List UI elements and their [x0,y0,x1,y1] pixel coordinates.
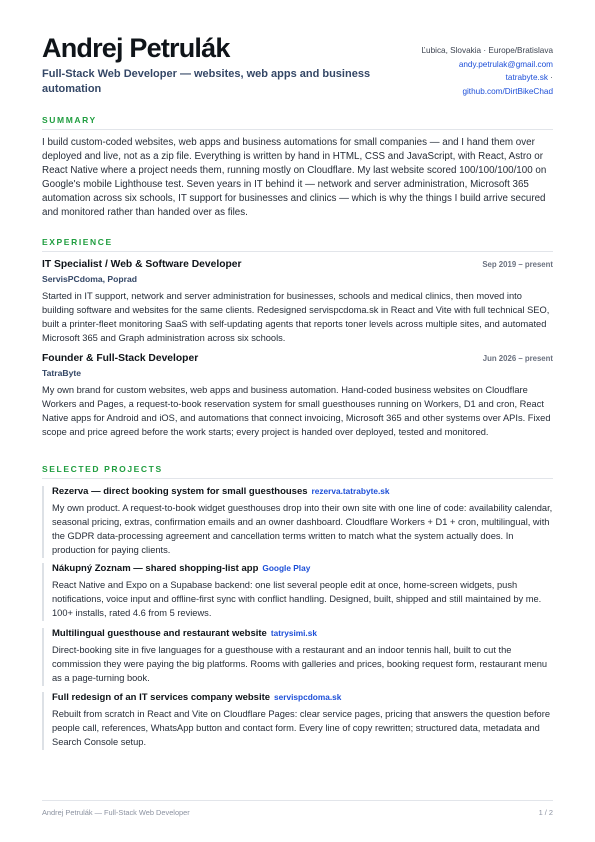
project-title: Full redesign of an IT services company website [52,692,271,703]
summary-heading: SUMMARY [42,115,97,125]
project-description: My own product. A request-to-book widget guesthouses drop into their own site with one line of code: availability calendar, seasonal pricing, extras, confirmation emails and an owner dashboard. Cloudflare Workers + D1 + cron, multilingual, with the GDPR data-processing agreement and cancellation terms written to match what the system actually does. In production for paying clients. [52,503,553,555]
contact-block [353,44,553,98]
project-title: Nákupný Zoznam — shared shopping-list app [52,563,259,574]
summary-text: I build custom-coded websites, web apps and business automations for small companies — and I hand them over deployed and live, not as a zip file. Everything is written by hand in HTML, CSS and JavaScript, with React, Astro or React Native where a project needs them, running mostly on Cloudflare. My last website scored 100/100/100/100 on Google's mobile Lighthouse test. Seven years in IT behind it — network and server administration, Microsoft 365 automation across six schools, IT support for businesses and clinics — which is why the things I build arrive secured and monitored rather than handed over as files. [42,137,547,219]
job-description: My own brand for custom websites, web apps and business automation. Hand-coded business websites on Cloudflare Workers and Pages, a request-to-book reservation system for small guesthouses running on Workers, D1 and cron, React Native apps for Android and iOS, and automations that connect invoicing, Microsoft 365 and other systems over APIs. Fixed scope and price agreed before the work starts; every project is handed over deployed, tested and monitored. [42,385,551,437]
projects-divider [42,478,553,479]
project-entry [52,486,553,558]
contact-separator: · [547,73,553,83]
resume-page [42,0,553,842]
project-entry [52,563,553,621]
project-link[interactable]: servispcdoma.sk [274,692,342,702]
project-title: Multilingual guesthouse and restaurant website [52,628,267,639]
project-link[interactable]: tatrysimi.sk [270,628,317,638]
projects-heading: SELECTED PROJECTS [42,464,163,474]
project-description: Direct-booking site in five languages for a guesthouse with a restaurant and an indoor tennis hall, built to cut the commission they were paying the big platforms. Rooms with galleries and prices, booking request form, restaurant menu as a page-turning book. [52,645,548,683]
email-link[interactable]: andy.petrulak@gmail.com [458,59,553,69]
project-entry [52,692,553,750]
project-entry [52,628,553,686]
project-link[interactable]: rezerva.tatrabyte.sk [311,486,390,496]
candidate-tagline: Full-Stack Web Developer — websites, web apps and business automation [42,68,371,95]
footer-text: Andrej Petrulák — Full-Stack Web Developer [42,808,190,817]
footer-divider [42,800,553,801]
project-description: Rebuilt from scratch in React and Vite on Cloudflare Pages: clear service pages, pricing that answers the question before people call, references, WhatsApp button and contact form. Every line of copy rewritten; structured data, metadata and Search Console setup. [52,709,550,747]
github-link[interactable]: github.com/DirtBikeChad [462,86,553,96]
job-date: Jun 2026 – present [482,354,553,363]
job-entry [42,259,553,346]
job-company: ServisPCdoma, Poprad [42,274,138,284]
page-number: 1 / 2 [538,808,553,817]
experience-heading: EXPERIENCE [42,237,113,247]
job-title: IT Specialist / Web & Software Developer [42,259,242,270]
job-title: Founder & Full-Stack Developer [42,353,199,364]
job-description: Started in IT support, network and server administration for businesses, schools and medical clinics, then moved into building software and websites for the same clients. Redesigned servispcdoma.sk in React and Vite with full technical SEO, built a printer-fleet monitoring SaaS with self-updating agents that reports toner levels across multiple sites, and automated Microsoft 365 and Graph administration across six schools. [42,291,550,343]
job-company: TatraByte [42,368,82,378]
location-text: Ľubica, Slovakia · Europe/Bratislava [421,46,553,55]
summary-divider [42,129,553,130]
job-entry [42,353,553,440]
project-link[interactable]: Google Play [262,563,311,573]
project-title: Rezerva — direct booking system for small guesthouses [52,486,308,497]
website-link[interactable]: tatrabyte.sk [505,73,548,83]
project-description: React Native and Expo on a Supabase backend: one list several people edit at once, home-screen widgets, push notifications, voice input and offline-first sync with conflict handling. Designed, built, shipped and still maintained by me. 100+ installs, rated 4.6 from 5 reviews. [52,580,542,618]
candidate-name: Andrej Petrulák [42,33,230,63]
experience-divider [42,251,553,252]
job-date: Sep 2019 – present [482,260,553,269]
